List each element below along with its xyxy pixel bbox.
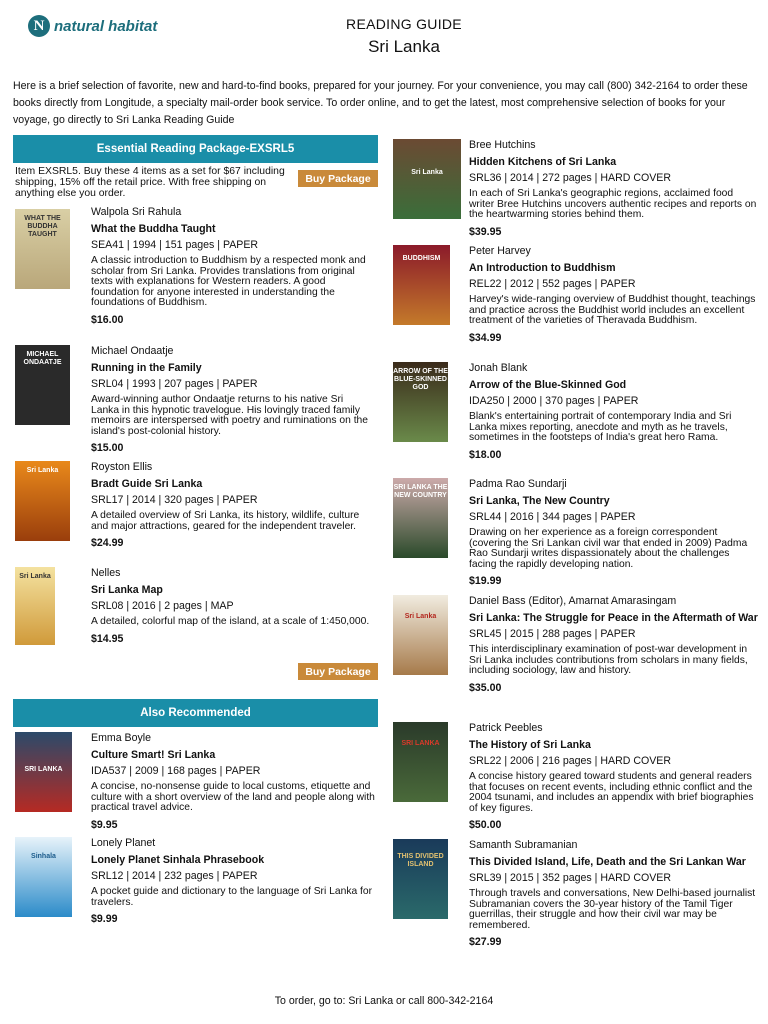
book-cover[interactable] bbox=[393, 139, 461, 219]
intro-paragraph: Here is a brief selection of favorite, new and hard-to-find books, prepared for your journey. For your convenience, you may call (800) 342-2164 to order these books directly from Longitude, a specialty mail-order book service. To order online, and to get the latest, most comprehensive selection of books for your voyage, go directly to Sri Lanka Reading Guide bbox=[13, 80, 748, 126]
book-price: $18.00 bbox=[469, 448, 502, 461]
book-description: A concise, no-nonsense guide to local customs, etiquette and culture with a short overview of the land and people along with practical travel advice. bbox=[91, 781, 375, 814]
book-price: $39.95 bbox=[469, 225, 502, 238]
book-description: This interdisciplinary examination of post-war development in Sri Lanka includes contributions from scholars in many fields, including sociology, law and history. bbox=[469, 644, 748, 677]
book-author: Lonely Planet bbox=[91, 837, 156, 849]
cover-title: WHAT THE BUDDHA TAUGHT bbox=[24, 215, 61, 238]
book-title[interactable]: Sri Lanka, The New Country bbox=[469, 495, 610, 507]
cover-title: SRI LANKA bbox=[24, 766, 63, 773]
cover-title: SRI LANKA bbox=[401, 740, 440, 747]
also-recommended-band: Also Recommended bbox=[13, 699, 378, 727]
book-title[interactable]: Arrow of the Blue-Skinned God bbox=[469, 379, 627, 391]
logo-text: natural habitat bbox=[54, 17, 158, 35]
book-description: A detailed, colorful map of the island, at a scale of 1:450,000. bbox=[91, 616, 370, 627]
cover-title: SRI LANKA THE NEW COUNTRY bbox=[393, 484, 448, 499]
cover-title: Sri Lanka bbox=[404, 613, 437, 620]
book-price: $14.95 bbox=[91, 632, 124, 645]
book-title[interactable]: Sri Lanka Map bbox=[91, 584, 163, 596]
book-description: A detailed overview of Sri Lanka, its history, wildlife, culture and major attractions, geared for the independent traveler. bbox=[91, 510, 360, 532]
book-meta: SEA41 | 1994 | 151 pages | PAPER bbox=[91, 239, 259, 251]
book-title[interactable]: Lonely Planet Sinhala Phrasebook bbox=[91, 854, 265, 866]
book-meta: SRL45 | 2015 | 288 pages | PAPER bbox=[469, 628, 636, 640]
book-cover[interactable] bbox=[393, 839, 448, 919]
book-meta: SRL22 | 2006 | 216 pages | HARD COVER bbox=[469, 755, 671, 767]
buy-package-button-top[interactable]: Buy Package bbox=[298, 170, 378, 187]
book-cover[interactable] bbox=[393, 722, 448, 802]
page-kicker: READING GUIDE bbox=[346, 16, 462, 32]
cover-title: MICHAEL ONDAATJE bbox=[23, 351, 62, 366]
book-cover[interactable] bbox=[15, 837, 72, 917]
book-author: Patrick Peebles bbox=[469, 722, 543, 734]
book-meta: SRL36 | 2014 | 272 pages | HARD COVER bbox=[469, 172, 671, 184]
book-meta: SRL04 | 1993 | 207 pages | PAPER bbox=[91, 378, 258, 390]
book-price: $24.99 bbox=[91, 537, 124, 550]
book-price: $34.99 bbox=[469, 331, 502, 344]
book-author: Jonah Blank bbox=[469, 362, 528, 374]
book-price: $15.00 bbox=[91, 442, 124, 455]
book-price: $16.00 bbox=[91, 313, 124, 326]
book-cover[interactable] bbox=[15, 732, 72, 812]
book-price: $27.99 bbox=[469, 936, 502, 949]
book-meta: SRL44 | 2016 | 344 pages | PAPER bbox=[469, 511, 636, 523]
book-meta: IDA537 | 2009 | 168 pages | PAPER bbox=[91, 765, 261, 777]
book-meta: SRL17 | 2014 | 320 pages | PAPER bbox=[91, 494, 258, 506]
book-cover[interactable] bbox=[15, 209, 70, 289]
book-title[interactable]: Running in the Family bbox=[91, 362, 202, 374]
logo-badge-icon: N bbox=[28, 15, 50, 37]
package-band: Essential Reading Package-EXSRL5 bbox=[13, 135, 378, 163]
book-description: A concise history geared toward students and general readers that focuses on recent events, including ethnic conflict and the 2004 tsunami, and includes an appendix with brief biographies of key figures. bbox=[469, 771, 754, 814]
book-title[interactable]: An Introduction to Buddhism bbox=[469, 262, 616, 274]
cover-title: THIS DIVIDED ISLAND bbox=[397, 853, 444, 868]
book-author: Daniel Bass (Editor), Amarnat Amarasingam bbox=[469, 595, 677, 607]
book-title[interactable]: Sri Lanka: The Struggle for Peace in the Aftermath of War bbox=[469, 612, 758, 624]
book-title[interactable]: Hidden Kitchens of Sri Lanka bbox=[469, 156, 617, 168]
book-meta: SRL39 | 2015 | 352 pages | HARD COVER bbox=[469, 872, 671, 884]
book-author: Nelles bbox=[91, 567, 121, 579]
book-price: $19.99 bbox=[469, 575, 502, 588]
cover-title: ARROW OF THE BLUE-SKINNED GOD bbox=[393, 368, 448, 391]
page-footer: To order, go to: Sri Lanka or call 800-342-2164 bbox=[274, 995, 494, 1007]
book-title[interactable]: The History of Sri Lanka bbox=[469, 739, 591, 751]
book-meta: SRL08 | 2016 | 2 pages | MAP bbox=[91, 600, 234, 612]
book-author: Walpola Sri Rahula bbox=[91, 206, 182, 218]
book-author: Samanth Subramanian bbox=[469, 839, 578, 851]
cover-title: Sri Lanka bbox=[19, 573, 51, 580]
book-cover[interactable] bbox=[15, 461, 70, 541]
book-price: $9.99 bbox=[91, 913, 118, 926]
book-cover[interactable] bbox=[15, 345, 70, 425]
book-author: Peter Harvey bbox=[469, 245, 531, 257]
book-description: Blank's entertaining portrait of contemporary India and Sri Lanka mixes reporting, anecdote and myth as he travels, sometimes in the footsteps of India's great hero Rama. bbox=[469, 411, 732, 444]
book-description: A pocket guide and dictionary to the language of Sri Lanka for travelers. bbox=[91, 886, 373, 908]
book-title[interactable]: Culture Smart! Sri Lanka bbox=[91, 749, 216, 761]
book-author: Padma Rao Sundarji bbox=[469, 478, 567, 490]
book-title[interactable]: This Divided Island, Life, Death and the Sri Lankan War bbox=[469, 856, 746, 868]
book-title[interactable]: What the Buddha Taught bbox=[91, 223, 216, 235]
page-title: Sri Lanka bbox=[368, 37, 440, 56]
book-description: Harvey's wide-ranging overview of Buddhist thought, teachings and practice across the Buddhist world includes an excellent treatment of the varieties of Theravada Buddhism. bbox=[469, 294, 756, 327]
cover-title: Sri Lanka bbox=[26, 467, 59, 474]
book-meta: REL22 | 2012 | 552 pages | PAPER bbox=[469, 278, 636, 290]
book-author: Bree Hutchins bbox=[469, 139, 536, 151]
book-title[interactable]: Bradt Guide Sri Lanka bbox=[91, 478, 203, 490]
book-author: Michael Ondaatje bbox=[91, 345, 174, 357]
book-author: Royston Ellis bbox=[91, 461, 153, 473]
book-description: A classic introduction to Buddhism by a respected monk and scholar from Sri Lanka. Provides translations from original texts with explanations for Western readers. A good foundation for anyone interested in understanding the foundations of Buddhism. bbox=[91, 255, 366, 309]
book-description: Award-winning author Ondaatje returns to his native Sri Lanka in this hypnotic travelogue. His lovingly traced family memoirs are interspersed with poetry and ruminations on the island's post-colonial history. bbox=[91, 394, 369, 437]
book-meta: SRL12 | 2014 | 232 pages | PAPER bbox=[91, 870, 258, 882]
book-description: In each of Sri Lanka's geographic regions, acclaimed food writer Bree Hutchins uncovers authentic recipes and reports on the heartwarming stories behind them. bbox=[469, 188, 757, 221]
cover-title: Sri Lanka bbox=[411, 169, 443, 176]
book-author: Emma Boyle bbox=[91, 732, 152, 744]
package-description: Item EXSRL5. Buy these 4 items as a set for $67 including shipping, 15% off the retail price. With free shipping on anything else you order. bbox=[15, 166, 285, 199]
book-description: Drawing on her experience as a foreign correspondent (covering the Sri Lankan civil war that ended in 2009) Padma Rao Sundarji writes dispassionately about the challenges facing the rapidly developing nation. bbox=[469, 527, 748, 570]
book-price: $50.00 bbox=[469, 819, 502, 832]
cover-title: Sinhala bbox=[31, 853, 56, 860]
cover-title: BUDDHISM bbox=[402, 255, 441, 262]
book-description: Through travels and conversations, New Delhi-based journalist Subramanian covers the 30-year history of the Tamil Tiger guerrillas, their struggle and how their civil war may be remembered. bbox=[469, 888, 756, 931]
book-cover[interactable] bbox=[393, 478, 448, 558]
book-cover[interactable] bbox=[393, 595, 448, 675]
buy-package-button-bottom[interactable]: Buy Package bbox=[298, 663, 378, 680]
book-cover[interactable] bbox=[393, 362, 448, 442]
book-price: $9.95 bbox=[91, 818, 118, 831]
book-price: $35.00 bbox=[469, 681, 502, 694]
book-meta: IDA250 | 2000 | 370 pages | PAPER bbox=[469, 395, 639, 407]
book-cover[interactable] bbox=[393, 245, 450, 325]
book-cover[interactable] bbox=[15, 567, 55, 645]
